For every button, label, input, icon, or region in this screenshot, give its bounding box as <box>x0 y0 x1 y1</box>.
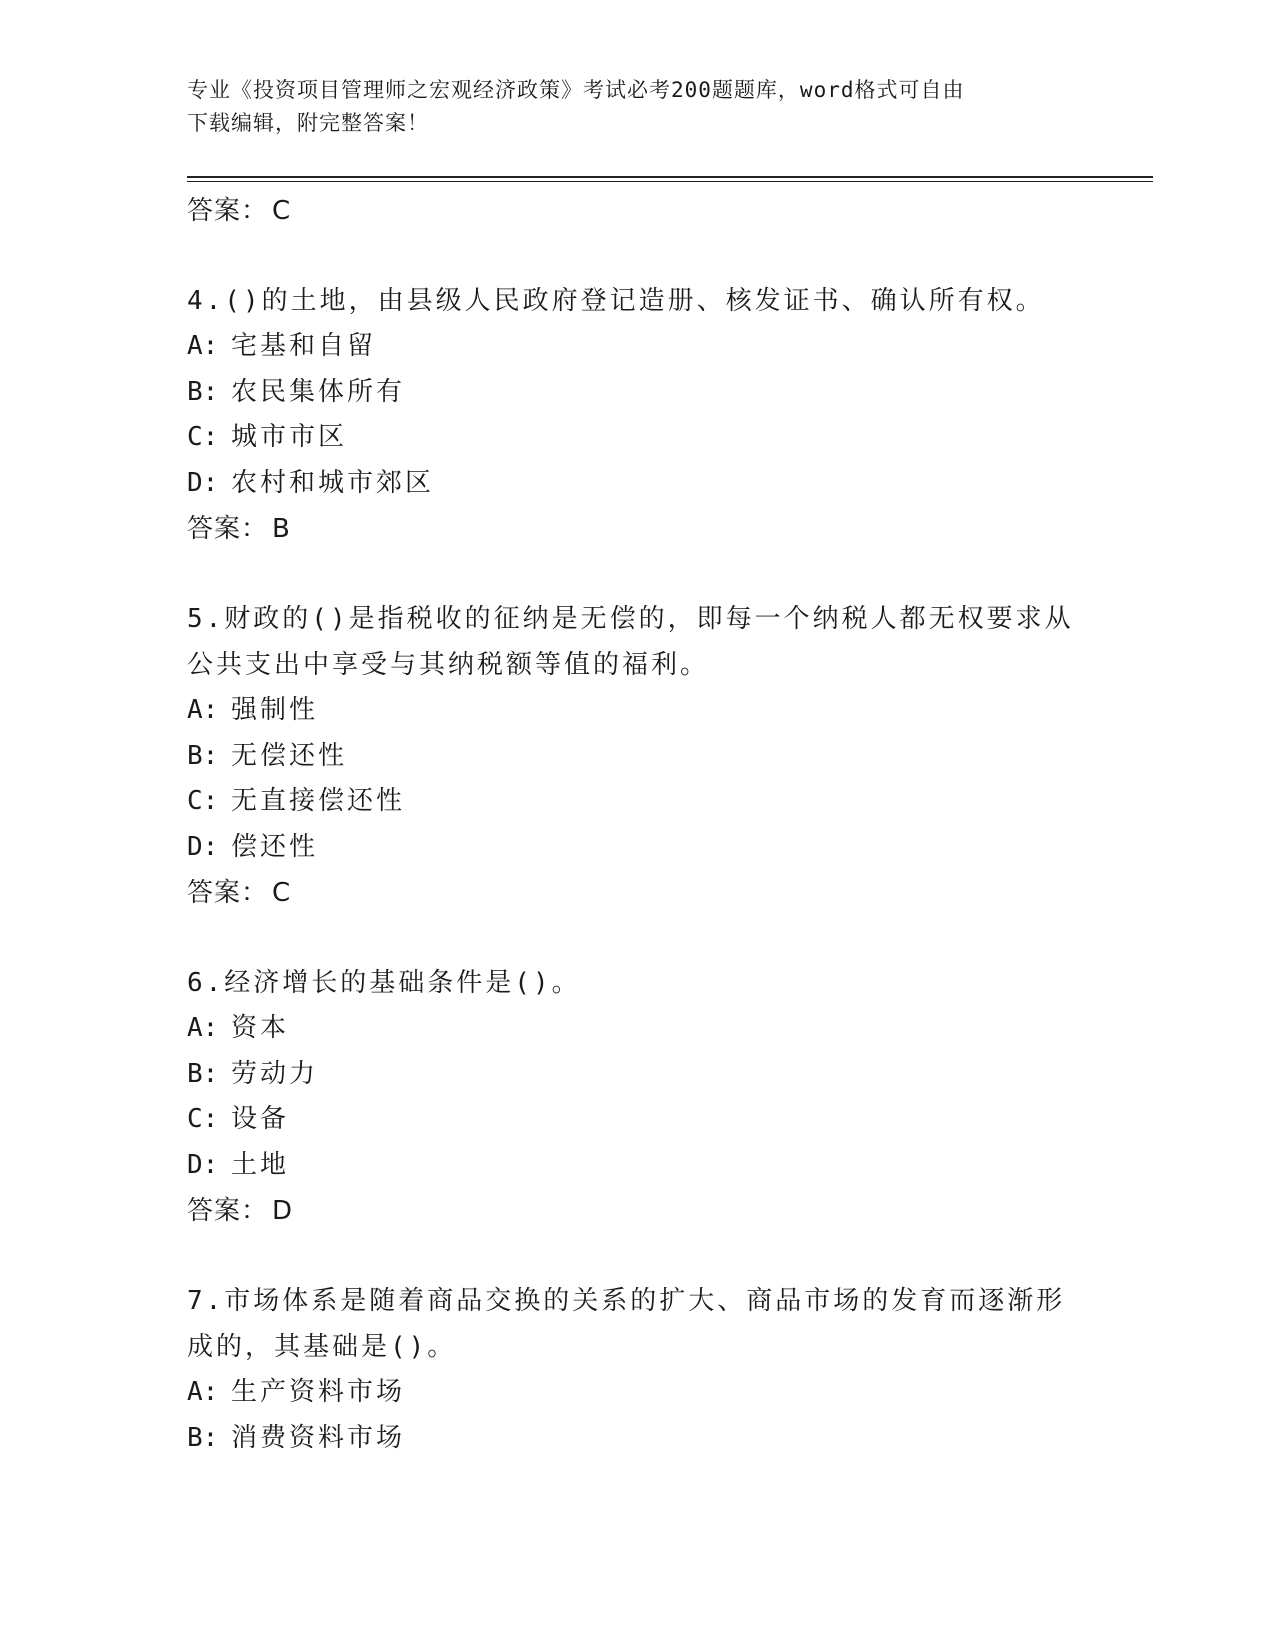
question-text: 4.()的土地，由县级人民政府登记造册、核发证书、确认所有权。 <box>187 286 1045 316</box>
question-block <box>187 1278 1087 1461</box>
spacer <box>187 552 1087 596</box>
option-letter: B: <box>187 740 219 771</box>
option-text: 土地 <box>231 1149 290 1180</box>
answer-value: C <box>272 196 292 226</box>
option-a <box>187 1006 1087 1052</box>
option-text: 设备 <box>231 1104 290 1134</box>
option-letter: A: <box>187 695 219 725</box>
option-letter: A: <box>187 1013 219 1043</box>
option-text: 资本 <box>231 1013 290 1043</box>
answer-line <box>187 1188 1087 1234</box>
spacer <box>187 234 1087 278</box>
option-text: 城市市区 <box>231 422 348 452</box>
option-text: 劳动力 <box>231 1058 319 1089</box>
option-text: 无直接偿还性 <box>231 786 406 816</box>
question-text-line-1: 5.财政的()是指税收的征纳是无偿的，即每一个纳税人都无权要求从 <box>187 604 1074 634</box>
answer-value: C <box>272 878 292 908</box>
option-text: 消费资料市场 <box>231 1422 406 1453</box>
answer-value: D <box>272 1196 294 1226</box>
option-letter: B: <box>187 376 219 407</box>
option-letter: D: <box>187 831 219 862</box>
answer-line <box>187 870 1087 916</box>
spacer <box>187 916 1087 960</box>
option-c <box>187 415 1087 461</box>
question-block <box>187 596 1087 916</box>
option-letter: D: <box>187 467 219 498</box>
option-a <box>187 688 1087 734</box>
option-text: 强制性 <box>231 695 319 725</box>
option-letter: C: <box>187 786 219 816</box>
option-c <box>187 1097 1087 1143</box>
option-d <box>187 1143 1087 1189</box>
option-text: 无偿还性 <box>231 740 348 771</box>
option-c <box>187 779 1087 825</box>
option-text: 偿还性 <box>231 831 319 862</box>
option-letter: D: <box>187 1149 219 1180</box>
option-b <box>187 734 1087 780</box>
question-block <box>187 960 1087 1234</box>
question-text-line-2: 成的，其基础是()。 <box>187 1332 457 1362</box>
option-d <box>187 825 1087 871</box>
option-text: 宅基和自留 <box>231 331 377 361</box>
option-letter: A: <box>187 331 219 361</box>
answer-label: 答案： <box>187 196 269 226</box>
question-text-line-2: 公共支出中享受与其纳税额等值的福利。 <box>187 650 710 680</box>
option-letter: A: <box>187 1377 219 1407</box>
document-header <box>187 74 1087 140</box>
option-letter: C: <box>187 1104 219 1134</box>
question-block <box>187 278 1087 552</box>
answer-line <box>187 188 1087 234</box>
answer-value: B <box>272 514 291 544</box>
answer-label: 答案： <box>187 878 269 908</box>
option-a <box>187 1370 1087 1416</box>
header-divider-thin <box>187 181 1153 182</box>
option-letter: C: <box>187 422 219 452</box>
question-text-line-1: 7.市场体系是随着商品交换的关系的扩大、商品市场的发育而逐渐形 <box>187 1286 1066 1316</box>
header-divider-thick <box>187 176 1153 178</box>
option-letter: B: <box>187 1422 219 1453</box>
option-b <box>187 1416 1087 1462</box>
option-text: 农民集体所有 <box>231 376 406 407</box>
option-letter: B: <box>187 1058 219 1089</box>
option-text: 农村和城市郊区 <box>231 467 435 498</box>
question-list <box>187 188 1087 1461</box>
header-line-1: 专业《投资项目管理师之宏观经济政策》考试必考200题题库，word格式可自由 <box>187 78 965 102</box>
spacer <box>187 1234 1087 1278</box>
option-text: 生产资料市场 <box>231 1377 406 1407</box>
question-text: 6.经济增长的基础条件是()。 <box>187 968 581 998</box>
answer-label: 答案： <box>187 1196 269 1226</box>
option-b <box>187 370 1087 416</box>
answer-line <box>187 506 1087 552</box>
option-a <box>187 324 1087 370</box>
option-d <box>187 461 1087 507</box>
answer-label: 答案： <box>187 514 269 544</box>
option-b <box>187 1052 1087 1098</box>
header-line-2: 下载编辑，附完整答案！ <box>187 111 429 135</box>
